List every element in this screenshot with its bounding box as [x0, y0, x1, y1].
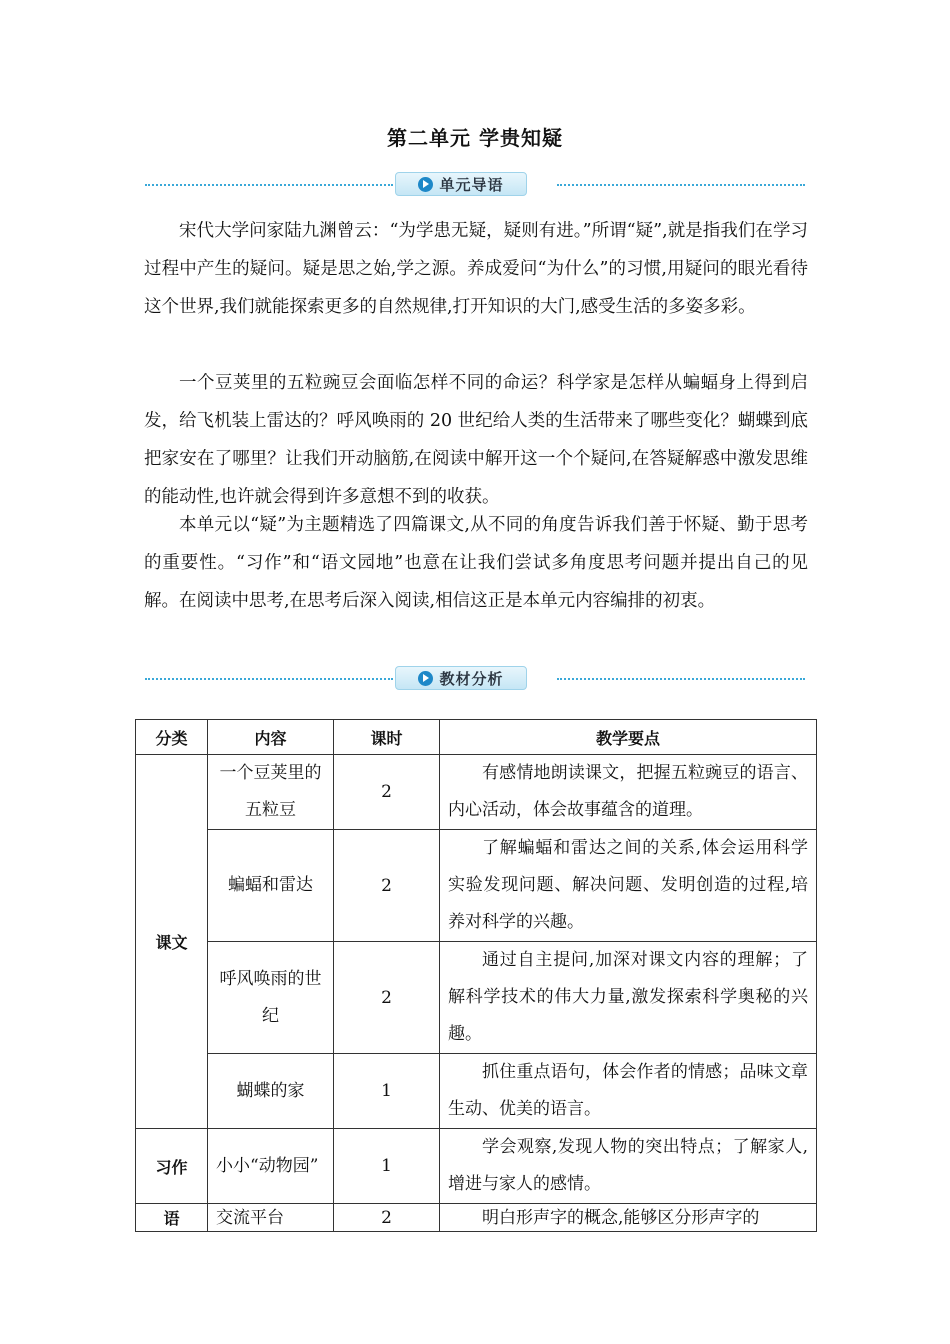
content-cell: 呼风唤雨的世纪	[208, 942, 334, 1054]
content-cell: 交流平台	[208, 1204, 334, 1232]
table-row	[136, 830, 817, 942]
section-header-analysis	[145, 664, 805, 694]
section-label: 单元导语	[439, 176, 504, 194]
table-row	[136, 942, 817, 1054]
category-cell: 习作	[136, 1129, 208, 1204]
points-cell: 学会观察,发现人物的突出特点；了解家人,增进与家人的感情。	[440, 1129, 817, 1204]
column-header: 课时	[334, 720, 440, 755]
hours-cell: 1	[334, 1054, 440, 1129]
table-row	[136, 1129, 817, 1204]
lesson-table	[135, 719, 817, 1232]
divider	[557, 184, 805, 186]
intro-paragraph-2: 一个豆荚里的五粒豌豆会面临怎样不同的命运？科学家是怎样从蝙蝠身上得到启发，给飞机装上雷达的？呼风唤雨的 20 世纪给人类的生活带来了哪些变化？蝴蝶到底把家安在了哪里？让我们开动脑筋,在阅读中解开这一个个疑问,在答疑解惑中激发思维的能动性,也许就会得到许多意想不到的收获。	[144, 373, 808, 507]
hours-cell: 2	[334, 755, 440, 830]
points-cell: 通过自主提问,加深对课文内容的理解；了解科学技术的伟大力量,激发探索科学奥秘的兴趣。	[440, 942, 817, 1054]
hours-cell: 2	[334, 942, 440, 1054]
column-header: 分类	[136, 720, 208, 755]
points-cell: 了解蝙蝠和雷达之间的关系,体会运用科学实验发现问题、解决问题、发明创造的过程,培养对科学的兴趣。	[440, 830, 817, 942]
hours-cell: 2	[334, 1204, 440, 1232]
table-row	[136, 755, 817, 830]
section-badge	[395, 172, 527, 196]
intro-paragraph-1: 宋代大学问家陆九渊曾云：“为学患无疑，疑则有进。”所谓“疑”,就是指我们在学习过程中产生的疑问。疑是思之始,学之源。养成爱问“为什么”的习惯,用疑问的眼光看待这个世界,我们就能探索更多的自然规律,打开知识的大门,感受生活的多姿多彩。	[144, 221, 808, 317]
hours-cell: 2	[334, 830, 440, 942]
page-title: 第二单元 学贵知疑	[387, 126, 563, 150]
divider	[557, 678, 805, 680]
hours-cell: 1	[334, 1129, 440, 1204]
content-cell: 一个豆荚里的五粒豆	[208, 755, 334, 830]
table-row	[136, 1204, 817, 1232]
section-label: 教材分析	[439, 670, 504, 688]
section-badge	[395, 666, 527, 690]
section-header-intro	[145, 170, 805, 200]
column-header: 内容	[208, 720, 334, 755]
content-cell: 蝙蝠和雷达	[208, 830, 334, 942]
content-cell: 蝴蝶的家	[208, 1054, 334, 1129]
intro-paragraph-3: 本单元以“疑”为主题精选了四篇课文,从不同的角度告诉我们善于怀疑、勤于思考的重要性。“习作”和“语文园地”也意在让我们尝试多角度思考问题并提出自己的见解。在阅读中思考,在思考后深入阅读,相信这正是本单元内容编排的初衷。	[144, 515, 808, 611]
points-cell: 抓住重点语句，体会作者的情感；品味文章生动、优美的语言。	[440, 1054, 817, 1129]
divider	[145, 184, 393, 186]
points-cell: 明白形声字的概念,能够区分形声字的	[440, 1204, 817, 1232]
category-cell: 课文	[136, 755, 208, 1129]
arrow-right-icon	[418, 177, 433, 192]
table-header-row	[136, 720, 817, 755]
arrow-right-icon	[418, 671, 433, 686]
table-row	[136, 1054, 817, 1129]
divider	[145, 678, 393, 680]
column-header: 教学要点	[440, 720, 817, 755]
points-cell: 有感情地朗读课文，把握五粒豌豆的语言、内心活动，体会故事蕴含的道理。	[440, 755, 817, 830]
content-cell: 小小“动物园”	[208, 1129, 334, 1204]
category-cell: 语	[136, 1204, 208, 1232]
